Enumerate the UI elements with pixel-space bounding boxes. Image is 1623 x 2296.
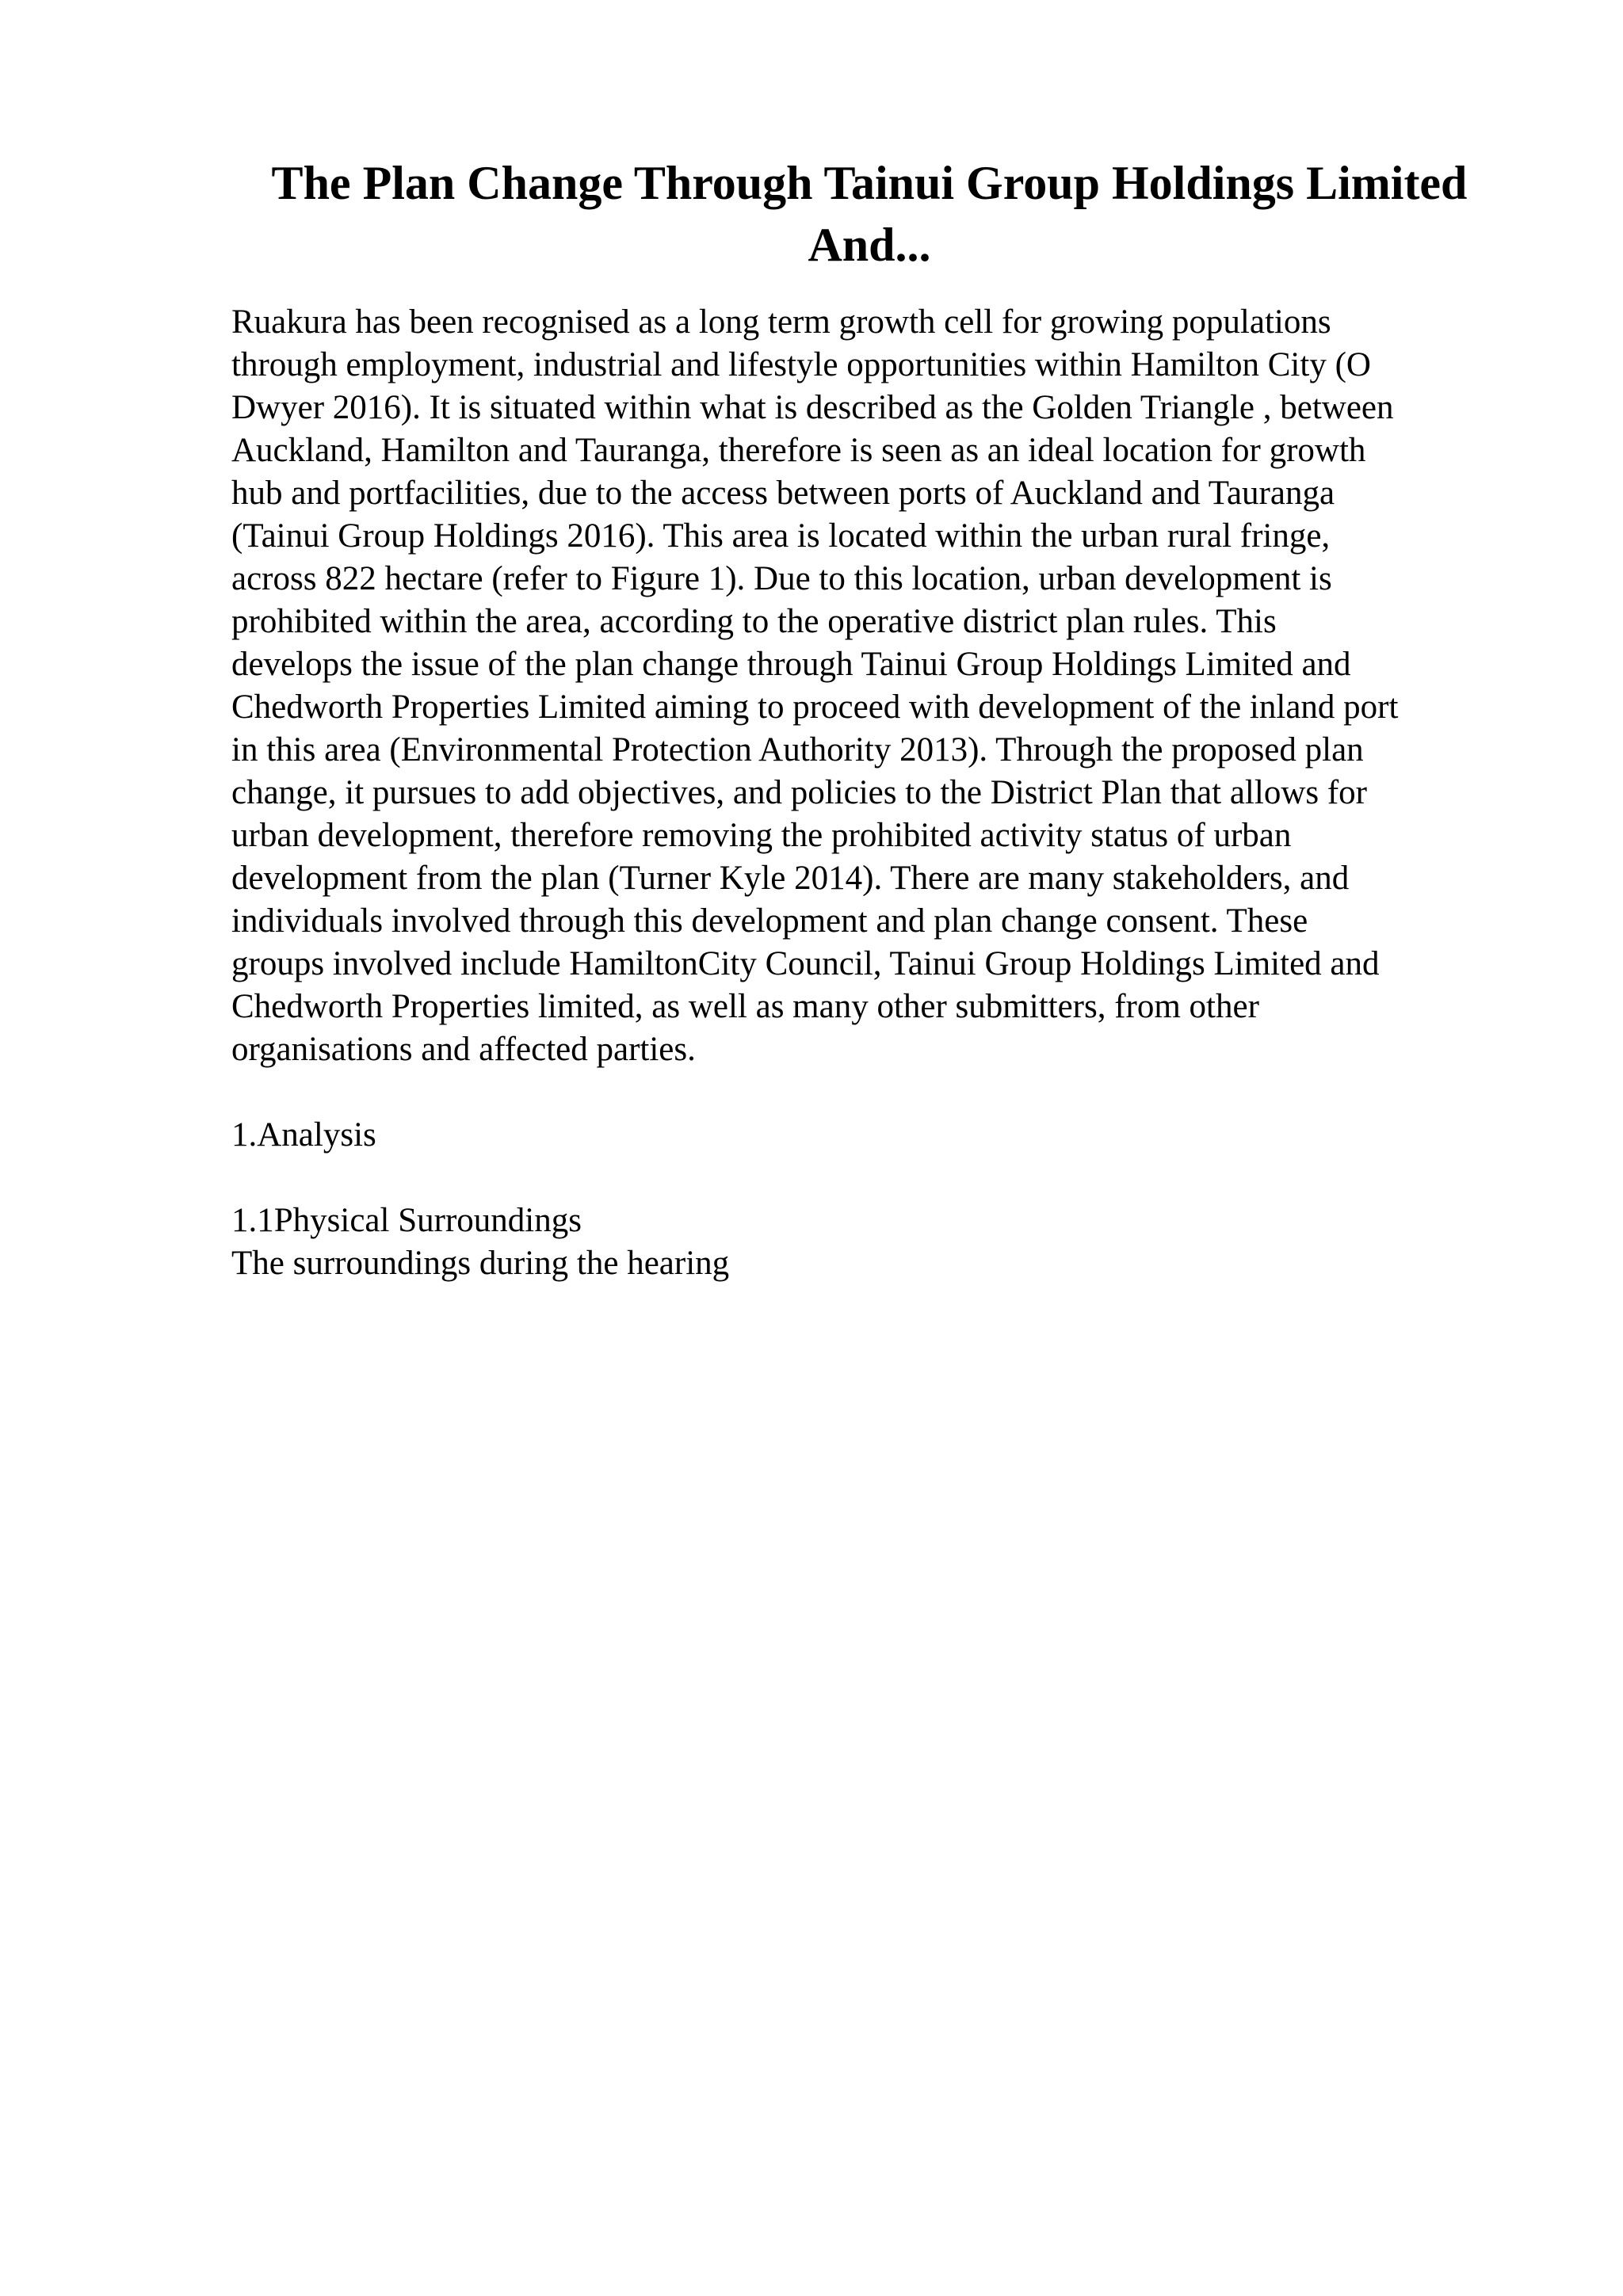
- subsection-heading-physical-surroundings: 1.1Physical Surroundings: [231, 1202, 582, 1239]
- document-title: [231, 152, 1507, 276]
- paragraph-line: urban development, therefore removing the prohibited activity status of urban: [231, 817, 1292, 854]
- document-body: [231, 301, 1531, 1285]
- paragraph-line: develops the issue of the plan change through Tainui Group Holdings Limited and: [231, 646, 1351, 683]
- paragraph-line: change, it pursues to add objectives, and policies to the District Plan that allows for: [231, 774, 1368, 811]
- paragraph-spacer: [231, 1157, 1531, 1199]
- subsection-text: The surroundings during the hearing: [231, 1245, 730, 1282]
- paragraph-line: in this area (Environmental Protection Authority 2013). Through the proposed plan: [231, 731, 1364, 769]
- paragraph-line: organisations and affected parties.: [231, 1031, 696, 1068]
- paragraph-line: Ruakura has been recognised as a long term growth cell for growing populations: [231, 303, 1331, 341]
- paragraph-line: development from the plan (Turner Kyle 2014). There are many stakeholders, and: [231, 860, 1350, 897]
- paragraph-line: prohibited within the area, according to the operative district plan rules. This: [231, 603, 1277, 640]
- paragraph-line: Chedworth Properties Limited aiming to proceed with development of the inland port: [231, 688, 1399, 726]
- paragraph-line: Chedworth Properties limited, as well as many other submitters, from other: [231, 988, 1259, 1025]
- paragraph-line: Auckland, Hamilton and Tauranga, therefore is seen as an ideal location for growth: [231, 432, 1366, 469]
- paragraph-spacer: [231, 1071, 1531, 1114]
- paragraph-line: (Tainui Group Holdings 2016). This area is located within the urban rural fringe,: [231, 517, 1331, 555]
- paragraph-line: groups involved include HamiltonCity Council, Tainui Group Holdings Limited and: [231, 945, 1380, 982]
- title-line: And...: [808, 219, 931, 271]
- paragraph-line: Dwyer 2016). It is situated within what is described as the Golden Triangle , between: [231, 389, 1394, 426]
- paragraph-line: across 822 hectare (refer to Figure 1). Due to this location, urban development is: [231, 560, 1332, 597]
- title-line: The Plan Change Through Tainui Group Holdings Limited: [271, 157, 1468, 209]
- paragraph-line: through employment, industrial and lifestyle opportunities within Hamilton City (O: [231, 346, 1371, 383]
- intro-paragraph: [231, 301, 1531, 1071]
- section-heading-analysis: 1.Analysis: [231, 1116, 376, 1154]
- paragraph-line: individuals involved through this development and plan change consent. These: [231, 902, 1308, 940]
- paragraph-line: hub and portfacilities, due to the access between ports of Auckland and Tauranga: [231, 475, 1335, 512]
